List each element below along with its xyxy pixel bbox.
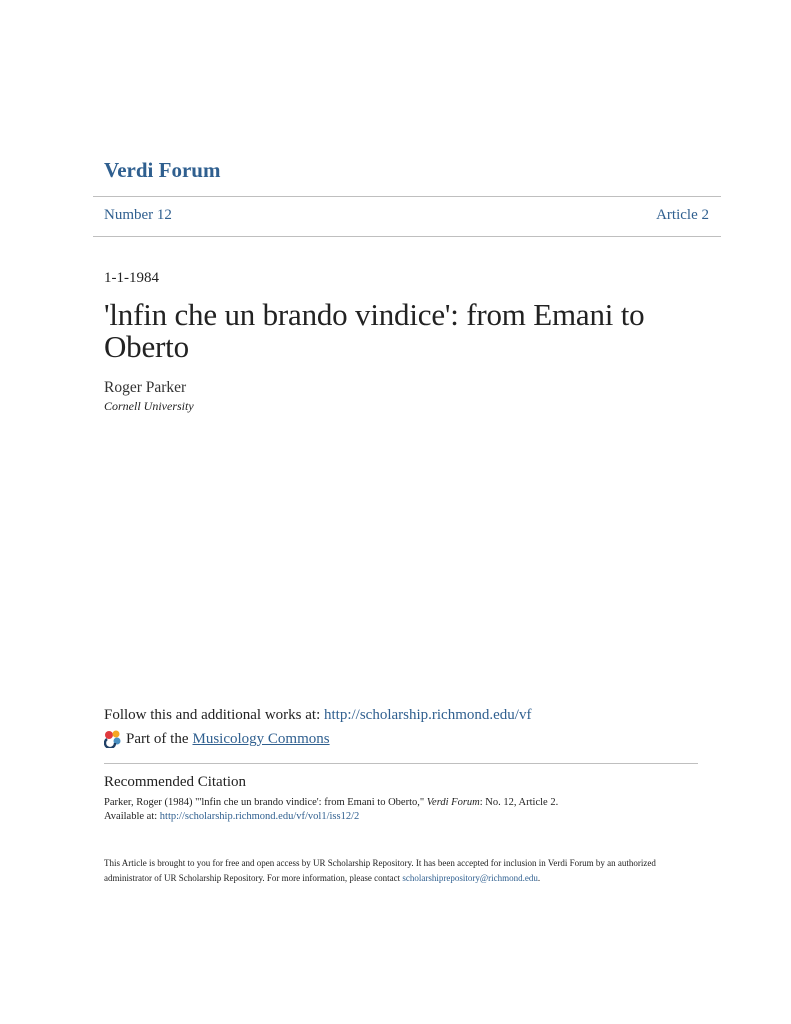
citation-line — [104, 796, 558, 810]
citation-issue: : No. 12, Article 2. — [479, 797, 559, 808]
citation-divider — [104, 763, 698, 764]
citation-availability — [104, 810, 558, 824]
author-name: Roger Parker — [104, 379, 187, 396]
article-title: 'lnfin che un brando vindice': from Emani to Oberto — [104, 297, 645, 364]
footer-notice — [104, 856, 664, 886]
header-divider-bottom — [93, 236, 721, 237]
journal-title-link[interactable]: Verdi Forum — [104, 158, 221, 182]
header-divider-top — [93, 196, 721, 197]
citation-url-link[interactable]: http://scholarship.richmond.edu/vf/vol1/iss12/2 — [159, 811, 360, 822]
citation-text: Parker, Roger (1984) "'lnfin che un brando vindice': from Emani to Oberto," — [104, 797, 427, 808]
follow-url-link[interactable]: http://scholarship.richmond.edu/vf — [323, 707, 532, 723]
publication-date: 1-1-1984 — [104, 270, 159, 286]
citation-journal: Verdi Forum — [426, 797, 480, 808]
part-of-line — [104, 730, 330, 748]
issue-number-link[interactable]: Number 12 — [104, 207, 172, 223]
footer-text: This Article is brought to you for free and open access by UR Scholarship Repository. It has been accepted for inclusion in Verdi Forum by an authorized administrator of UR Scholarship Repository. For more information, please contact — [104, 858, 656, 883]
bepress-commons-icon — [104, 730, 122, 748]
part-of-text: Part of the — [126, 730, 189, 747]
citation-block — [104, 796, 558, 824]
musicology-commons-link[interactable]: Musicology Commons — [192, 730, 330, 747]
follow-text: Follow this and additional works at: — [104, 707, 324, 723]
available-label: Available at: — [104, 811, 160, 822]
footer-end: . — [537, 873, 541, 883]
author-affiliation: Cornell University — [104, 399, 194, 413]
article-number-link[interactable]: Article 2 — [656, 207, 709, 223]
contact-email-link[interactable]: scholarshiprepository@richmond.edu — [402, 873, 538, 883]
follow-line — [104, 707, 531, 724]
recommended-citation-heading: Recommended Citation — [104, 774, 247, 790]
